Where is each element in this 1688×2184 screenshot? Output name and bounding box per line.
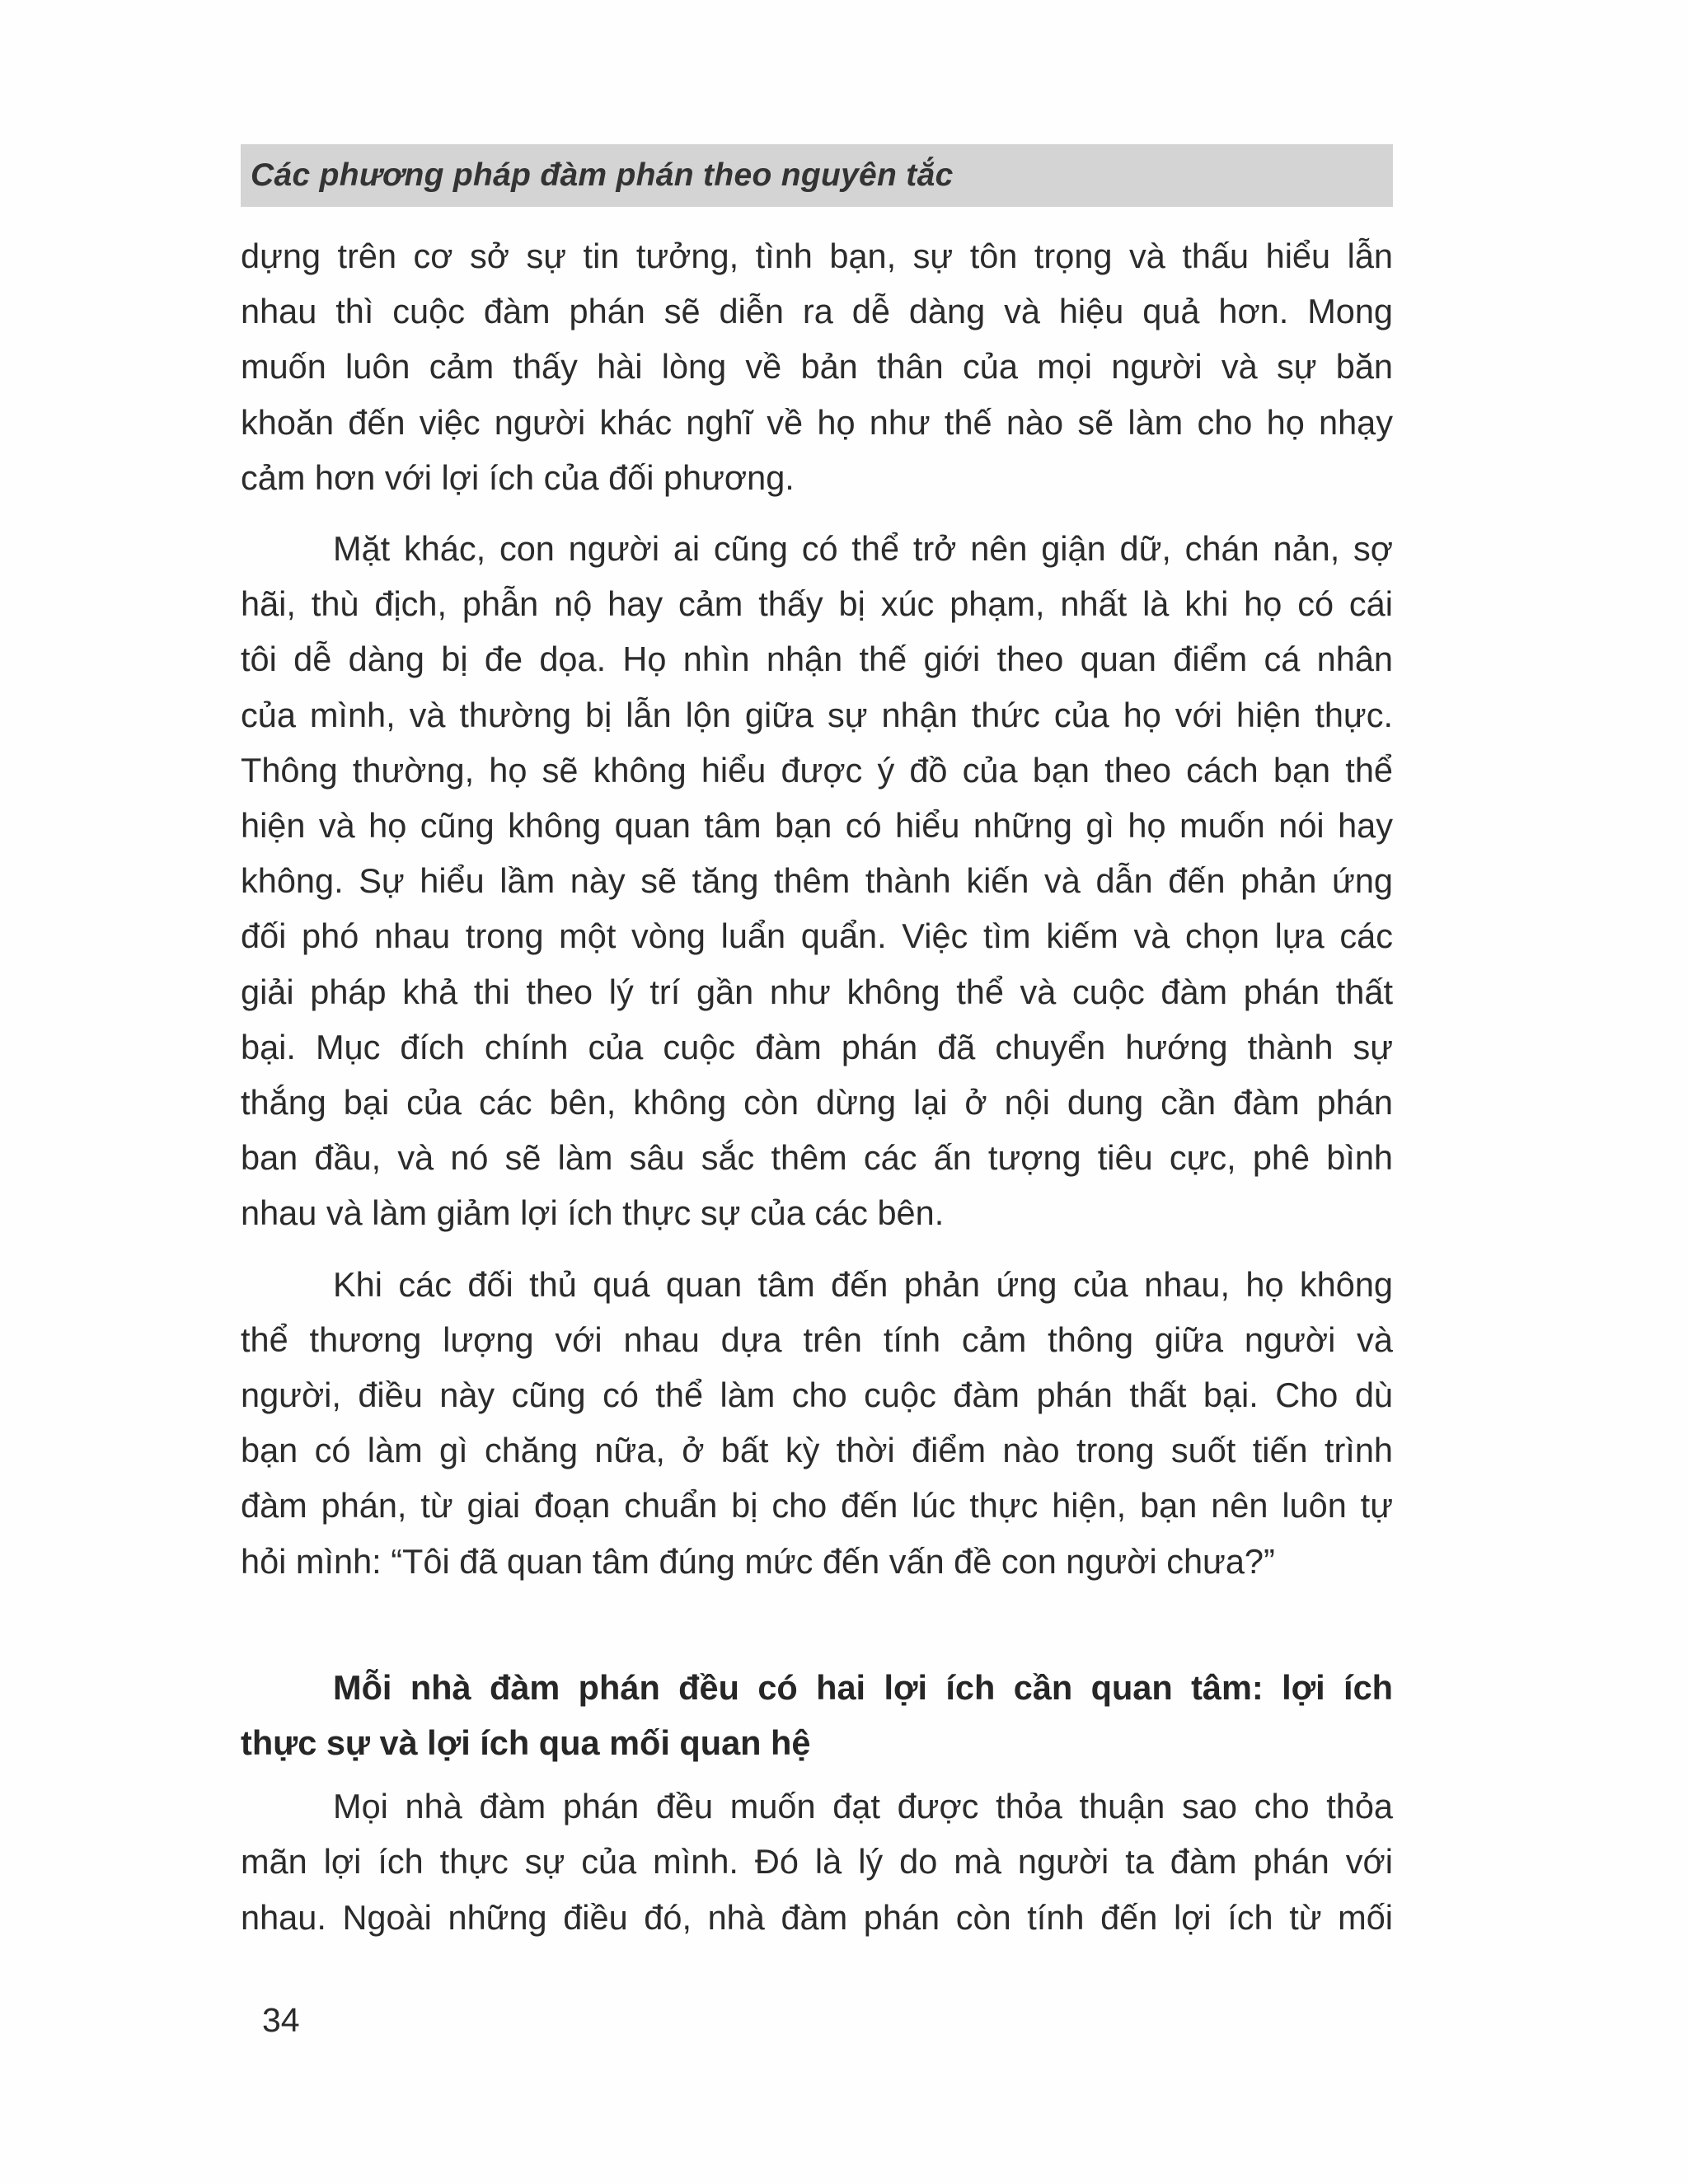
paragraph (241, 1779, 1393, 1945)
text-line: cảm hơn với lợi ích của đối phương. (241, 457, 795, 497)
text-line: bạn có làm gì chăng nữa, ở bất kỳ thời điểm nào trong suốt tiến trình (241, 1431, 1393, 1470)
heading-line: thực sự và lợi ích qua mối quan hệ (241, 1723, 811, 1763)
text-line: thể thương lượng với nhau dựa trên tính cảm thông giữa người và (241, 1319, 1393, 1359)
text-line: ban đầu, và nó sẽ làm sâu sắc thêm các ấn tượng tiêu cực, phê bình (241, 1138, 1393, 1178)
paragraph (241, 521, 1393, 1241)
text-line: nhau. Ngoài những điều đó, nhà đàm phán còn tính đến lợi ích từ mối (241, 1897, 1393, 1937)
paragraph (241, 1257, 1393, 1589)
text-line: hiện và họ cũng không quan tâm bạn có hiểu những gì họ muốn nói hay (241, 806, 1393, 846)
paragraph-continuation (241, 228, 1393, 505)
text-line: bại. Mục đích chính của cuộc đàm phán đã chuyển hướng thành sự (241, 1027, 1393, 1066)
running-header-title: Các phương pháp đàm phán theo nguyên tắc (251, 157, 954, 193)
text-line: khoăn đến việc người khác nghĩ về họ như thế nào sẽ làm cho họ nhạy (241, 402, 1393, 442)
text-line: dựng trên cơ sở sự tin tưởng, tình bạn, sự tôn trọng và thấu hiểu lẫn (241, 237, 1393, 275)
text-line: đối phó nhau trong một vòng luẩn quẩn. Việc tìm kiếm và chọn lựa các (241, 916, 1393, 956)
text-line: hỏi mình: “Tôi đã quan tâm đúng mức đến vấn đề con người chưa?” (241, 1541, 1275, 1581)
text-line: của mình, và thường bị lẫn lộn giữa sự nhận thức của họ với hiện thực. (241, 695, 1393, 734)
text-line: nhau và làm giảm lợi ích thực sự của các bên. (241, 1193, 945, 1233)
section-heading (241, 1660, 1393, 1770)
text-line: Mọi nhà đàm phán đều muốn đạt được thỏa thuận sao cho thỏa (333, 1787, 1393, 1826)
text-line: giải pháp khả thi theo lý trí gần như không thể và cuộc đàm phán thất (241, 972, 1393, 1011)
text-line: mãn lợi ích thực sự của mình. Đó là lý do mà người ta đàm phán với (241, 1842, 1393, 1882)
text-line: tôi dễ dàng bị đe dọa. Họ nhìn nhận thế giới theo quan điểm cá nhân (241, 640, 1393, 679)
text-line: không. Sự hiểu lầm này sẽ tăng thêm thành kiến và dẫn đến phản ứng (241, 861, 1393, 901)
text-line: Khi các đối thủ quá quan tâm đến phản ứng của nhau, họ không (333, 1264, 1393, 1304)
text-line: hãi, thù địch, phẫn nộ hay cảm thấy bị xúc phạm, nhất là khi họ có cái (241, 584, 1393, 624)
text-line: nhau thì cuộc đàm phán sẽ diễn ra dễ dàng và hiệu quả hơn. Mong (241, 292, 1393, 331)
running-header (241, 144, 1393, 207)
text-line: đàm phán, từ giai đoạn chuẩn bị cho đến lúc thực hiện, bạn nên luôn tự (241, 1486, 1393, 1526)
text-line: Thông thường, họ sẽ không hiểu được ý đồ của bạn theo cách bạn thể (241, 750, 1393, 790)
body-text (241, 228, 1393, 1945)
heading-line: Mỗi nhà đàm phán đều có hai lợi ích cần quan tâm: lợi ích (333, 1667, 1393, 1707)
text-line: Mặt khác, con người ai cũng có thể trở nên giận dữ, chán nản, sợ (333, 529, 1393, 569)
page-number: 34 (262, 2001, 300, 2039)
text-line: thắng bại của các bên, không còn dừng lại ở nội dung cần đàm phán (241, 1083, 1393, 1122)
text-line: muốn luôn cảm thấy hài lòng về bản thân của mọi người và sự băn (241, 347, 1393, 387)
text-line: người, điều này cũng có thể làm cho cuộc đàm phán thất bại. Cho dù (241, 1376, 1393, 1415)
